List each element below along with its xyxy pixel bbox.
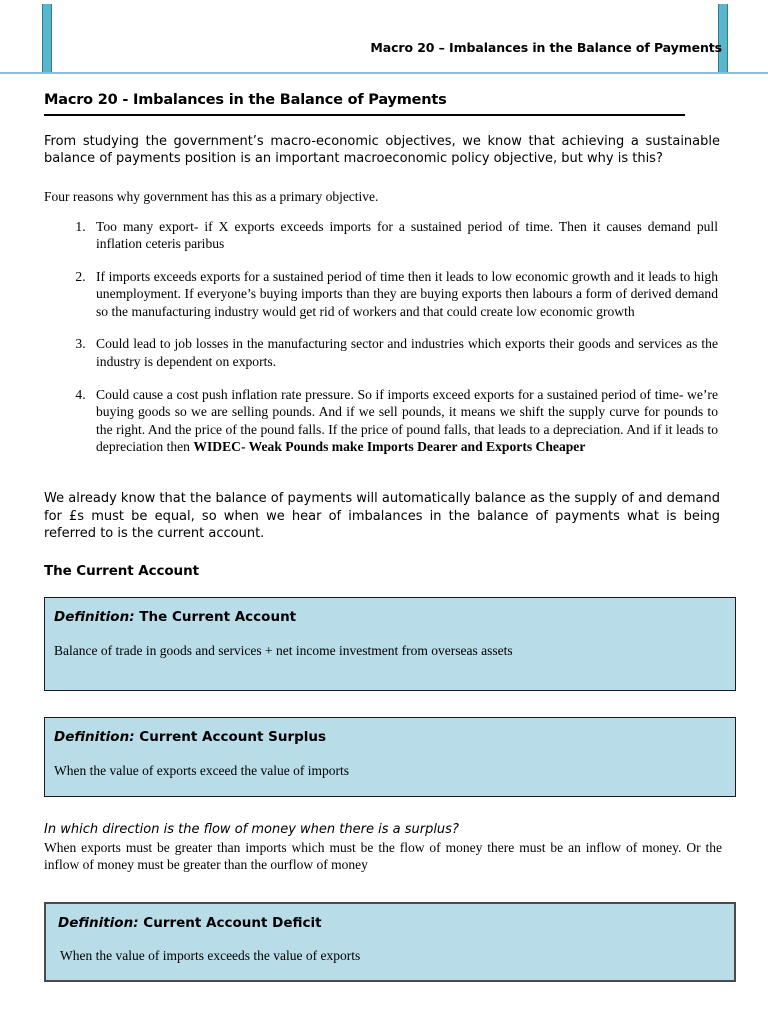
list-item [89,335,718,370]
definition-body: Balance of trade in goods and services + net income investment from overseas assets [54,642,513,658]
definition-box-current-account-surplus [44,717,736,797]
flow-question: In which direction is the flow of money when there is a surplus? [44,821,459,837]
definition-term: Current Account Deficit [143,914,322,931]
flow-answer: When exports must be greater than imports which must be the flow of money there must be an inflow of money. Or the inflow of money must be greater than the ourflow of money [44,839,722,873]
page-title: Macro 20 - Imbalances in the Balance of Payments [44,92,447,108]
page-header [0,0,768,74]
definition-body: When the value of imports exceeds the value of exports [60,947,361,963]
definition-title [54,608,725,626]
header-title: Macro 20 – Imbalances in the Balance of Payments [370,40,722,55]
reason-text: If imports exceeds exports for a sustained period of time then it leads to low economic growth and it leads to high unemployment. If everyone’s buying imports than they are buying exports then labours a form of derived demand so the manufacturing industry would get rid of workers and that could create low economic growth [96,268,718,319]
intro-paragraph: From studying the government’s macro-economic objectives, we know that achieving a sustainable balance of payments position is an important macroeconomic policy objective, but why is this? [44,133,720,166]
section-heading-current-account: The Current Account [44,562,199,579]
definition-term: Current Account Surplus [139,728,327,745]
document-body [0,92,768,982]
definition-keyword: Definition: [58,914,139,931]
title-underline [44,114,685,116]
list-item [89,386,718,456]
list-item [89,268,718,321]
list-item [89,218,718,253]
reason-text: Could cause a cost push inflation rate pressure. So if imports exceed exports for a sustained period of time- we’re buying goods so we are selling pounds. And if we sell pounds, it means we shift the supply curve for pounds to the right. And the price of the pound falls. If the price of pound falls, that leads to a depreciation. And if it leads to depreciation then [96,386,718,455]
reason-text: Too many export- if X exports exceeds imports for a sustained period of time. Then it causes demand pull inflation ceteris paribus [96,218,718,252]
definition-keyword: Definition: [54,728,135,745]
reasons-list [44,218,736,457]
definition-body: When the value of exports exceed the value of imports [54,762,350,778]
definition-term: The Current Account [139,608,297,625]
header-accent-bar-left [42,4,52,74]
definition-title [58,914,724,932]
reason-bold-tail: WIDEC- Weak Pounds make Imports Dearer and Exports Cheaper [193,439,586,455]
definition-box-current-account-deficit [44,902,736,982]
header-divider [0,72,768,74]
summary-paragraph: We already know that the balance of payments will automatically balance as the supply of and demand for £s must be equal, so when we hear of imbalances in the balance of payments what is being referred to is the current account. [44,491,720,542]
lead-in-text: Four reasons why government has this as a primary objective. [44,188,379,204]
reason-text: Could lead to job losses in the manufacturing sector and industries which exports their goods and services as the industry is dependent on exports. [96,336,718,370]
header-accent-bar-right [718,4,728,74]
definition-keyword: Definition: [54,608,135,625]
definition-title [54,728,725,746]
definition-box-current-account [44,597,736,691]
